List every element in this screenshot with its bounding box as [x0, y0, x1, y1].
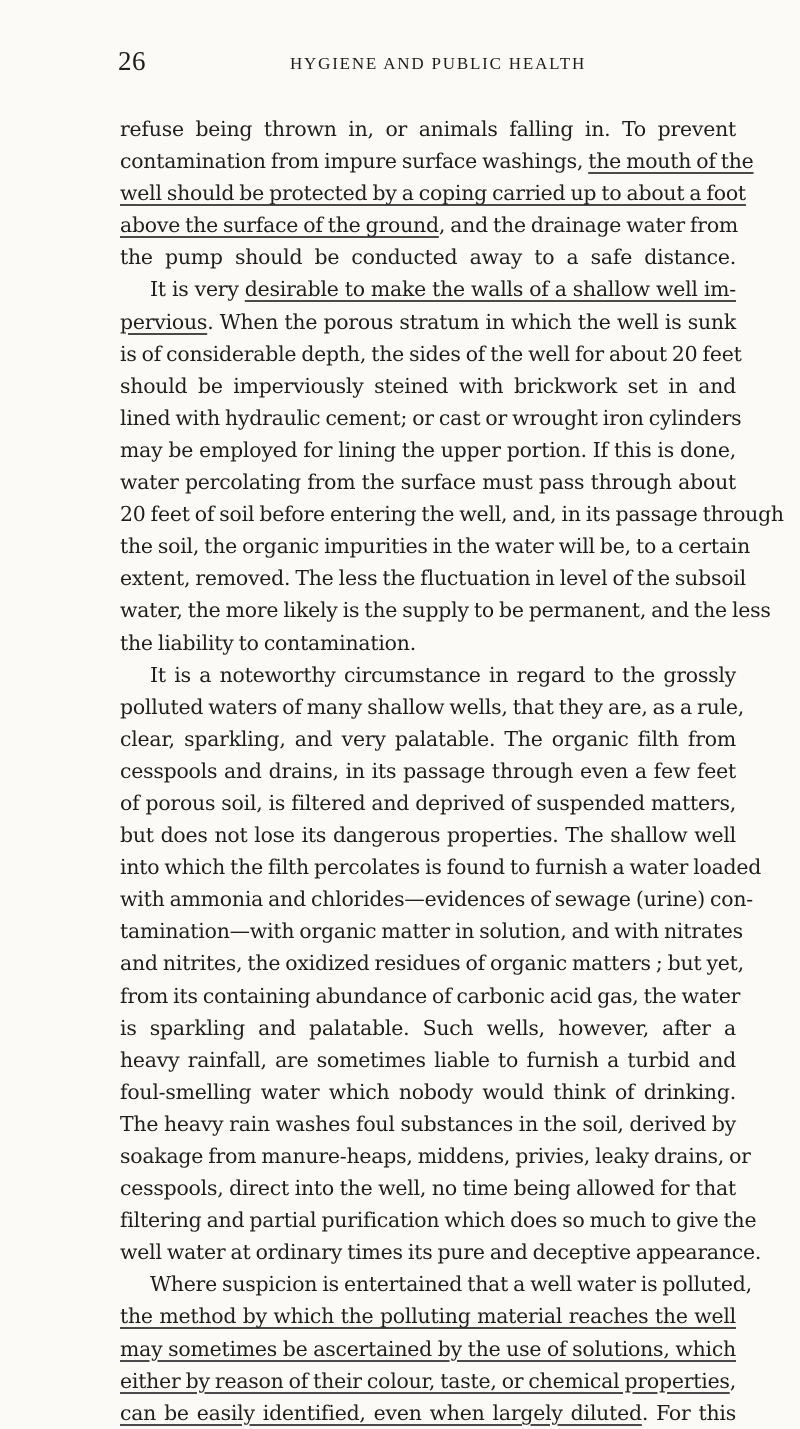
text-line [120, 691, 744, 723]
text-segment: heavy rainfall, are sometimes liable to furnish a turbid and [120, 1047, 736, 1072]
text-segment: , [729, 1368, 736, 1393]
text-line [120, 370, 736, 402]
text-line [120, 1236, 762, 1268]
text-line [120, 241, 736, 273]
text-segment: extent, removed. The less the fluctuation in level of the subsoil [120, 566, 746, 591]
text-segment: the liability to contamination. [120, 630, 416, 655]
underlined-text: above the surface of the ground [120, 213, 439, 238]
text-line [120, 466, 736, 498]
text-segment: is of considerable depth, the sides of the well for about 20 feet [120, 341, 742, 366]
text-line [120, 594, 771, 626]
text-line [120, 755, 736, 787]
text-segment: , and the drainage water from [438, 213, 739, 238]
text-segment: polluted waters of many shallow wells, that they are, as a rule, [120, 694, 744, 719]
underlined-text: pervious [120, 309, 208, 334]
page-header [118, 46, 728, 86]
text-line [120, 145, 754, 177]
text-segment: lined with hydraulic cement; or cast or wrought iron cylinders [120, 405, 742, 430]
text-line [120, 627, 736, 659]
text-segment: from its containing abundance of carbonic acid gas, the water [120, 983, 741, 1008]
text-line [120, 1365, 736, 1397]
text-line [120, 1397, 736, 1429]
text-line [120, 723, 736, 755]
text-line [120, 1333, 736, 1365]
text-segment: soakage from manure-heaps, middens, privies, leaky drains, or [120, 1144, 751, 1168]
text-segment: . When the porous stratum in which the well is sunk [207, 309, 736, 334]
text-segment: It is very [150, 277, 245, 302]
text-line [120, 1108, 736, 1140]
text-line [120, 338, 742, 370]
text-segment: cesspools, direct into the well, no time being allowed for that [120, 1176, 736, 1201]
text-segment: foul-smelling water which nobody would think of drinking. [120, 1079, 736, 1104]
text-segment: filtering and partial purification which does so much to give the [120, 1208, 757, 1233]
text-line [120, 1300, 736, 1332]
text-line [120, 1076, 736, 1108]
text-segment: cesspools and drains, in its passage through even a few feet [120, 758, 736, 783]
text-segment: with ammonia and chlorides—evidences of sewage (urine) con- [120, 887, 753, 912]
underlined-text: may sometimes be ascertained by the use of solutions, which [120, 1336, 736, 1361]
text-line [120, 434, 736, 466]
text-segment: should be imperviously steined with brickwork set in and [120, 373, 736, 398]
text-line [120, 1204, 757, 1236]
text-segment: It is a noteworthy circumstance in regard to the grossly [150, 662, 736, 687]
text-line [120, 980, 741, 1012]
text-line [120, 819, 736, 851]
text-line [120, 1268, 752, 1300]
underlined-text: the mouth of the [588, 149, 754, 174]
text-line [120, 851, 762, 883]
running-title: HYGIENE AND PUBLIC HEALTH [289, 54, 587, 73]
text-segment: water, the more likely is the supply to be permanent, and the less [120, 598, 771, 623]
underlined-text: desirable to make the walls of a shallow well im- [244, 277, 736, 302]
underlined-text: well should be protected by a coping carried up to about a foot [120, 181, 746, 206]
body-text [120, 113, 784, 1429]
text-line [120, 947, 744, 979]
text-line [120, 915, 743, 947]
text-segment: refuse being thrown in, or animals falling in. To prevent [120, 117, 736, 141]
text-line [120, 113, 736, 145]
text-line [120, 883, 753, 915]
text-segment: of porous soil, is filtered and deprived of suspended matters, [120, 790, 736, 815]
text-segment: contamination from impure surface washings, [120, 149, 589, 174]
text-line [120, 306, 736, 338]
text-segment: . For this [641, 1400, 736, 1425]
text-segment: is sparkling and palatable. Such wells, however, after a [120, 1015, 736, 1040]
text-line [120, 530, 751, 562]
underlined-text: either by reason of their colour, taste, or chemical properties [120, 1368, 730, 1393]
text-segment: the pump should be conducted away to a safe distance. [120, 245, 736, 270]
text-line [120, 273, 736, 305]
text-segment: 20 feet of soil before entering the well, and, in its passage through [120, 502, 784, 527]
text-segment: well water at ordinary times its pure and deceptive appearance. [120, 1240, 762, 1265]
underlined-text: the method by which the polluting material reaches the well [120, 1304, 736, 1329]
text-segment: into which the filth percolates is found to furnish a water loaded [120, 855, 762, 880]
text-line [120, 562, 746, 594]
text-line [120, 177, 746, 209]
text-line [120, 1140, 751, 1172]
text-line [120, 1044, 736, 1076]
text-segment: the soil, the organic impurities in the water will be, to a certain [120, 534, 751, 559]
text-line [120, 1172, 736, 1204]
text-segment: clear, sparkling, and very palatable. The organic filth from [120, 726, 736, 751]
text-line [120, 787, 736, 819]
text-segment: tamination—with organic matter in solution, and with nitrates [120, 919, 743, 944]
text-segment: The heavy rain washes foul substances in the soil, derived by [120, 1111, 736, 1136]
text-segment: may be employed for lining the upper portion. If this is done, [120, 437, 736, 462]
text-line [120, 659, 736, 691]
page-number: 26 [118, 46, 146, 76]
text-line [120, 402, 742, 434]
text-line [120, 209, 739, 241]
text-line [120, 498, 784, 530]
text-line [120, 1012, 736, 1044]
text-segment: water percolating from the surface must pass through about [120, 470, 736, 495]
text-segment: and nitrites, the oxidized residues of organic matters ; but yet, [120, 951, 744, 976]
text-segment: but does not lose its dangerous properties. The shallow well [120, 823, 736, 848]
underlined-text: can be easily identified, even when largely diluted [120, 1400, 642, 1425]
text-segment: Where suspicion is entertained that a well water is polluted, [150, 1272, 752, 1297]
